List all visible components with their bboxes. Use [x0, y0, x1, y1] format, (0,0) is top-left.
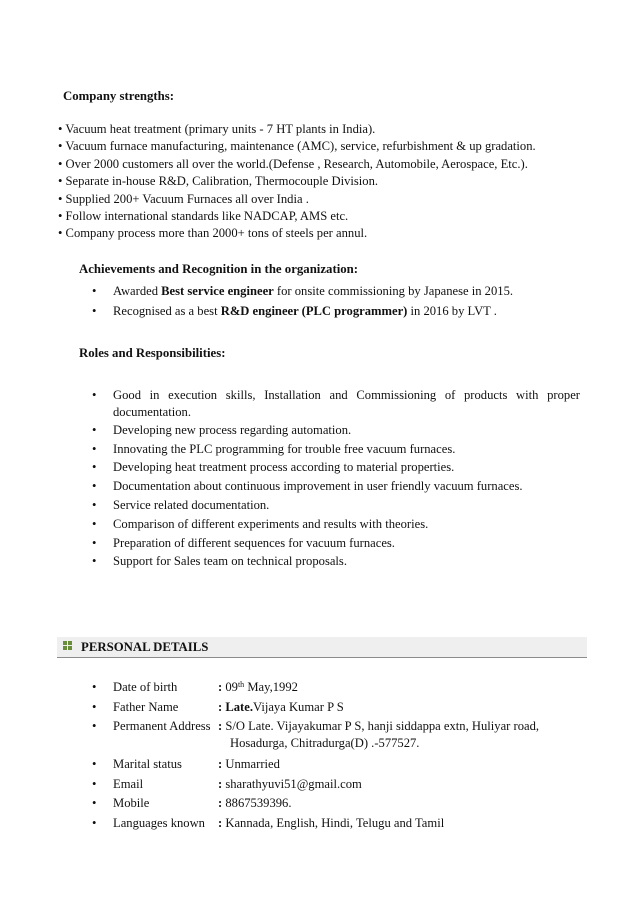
- dob-day: 09: [225, 680, 238, 694]
- roles-heading: Roles and Responsibilities:: [79, 346, 226, 360]
- detail-value: [218, 699, 344, 716]
- dob-suffix: th: [237, 680, 245, 689]
- roles-list: [92, 387, 580, 572]
- list-item: [92, 516, 580, 534]
- achievement-highlight: R&D engineer (PLC programmer): [220, 304, 408, 318]
- role-text: Documentation about continuous improvement in user friendly vacuum furnaces.: [113, 479, 523, 494]
- list-item: [92, 459, 580, 477]
- bullet-icon: •: [92, 284, 97, 298]
- bullet-icon: •: [92, 757, 97, 771]
- detail-value: [218, 776, 362, 793]
- bullet-icon: •: [92, 815, 97, 830]
- list-item: [92, 387, 580, 421]
- email-value: sharathyuvi51@gmail.com: [225, 776, 362, 791]
- dob-rest: May,1992: [244, 680, 298, 694]
- bullet-icon: •: [92, 497, 97, 512]
- list-item: • Separate in-house R&D, Calibration, Thermocouple Division.: [58, 174, 379, 189]
- bullet-icon: •: [92, 479, 97, 494]
- detail-value: [218, 718, 539, 752]
- achievement-highlight: Best service engineer: [161, 284, 274, 298]
- detail-label: Mobile: [113, 796, 150, 810]
- bullet-icon: •: [92, 719, 97, 733]
- achievements-list: [92, 283, 592, 323]
- list-item: [92, 497, 580, 515]
- bullet-icon: •: [92, 460, 97, 475]
- detail-label: Date of birth: [113, 680, 178, 694]
- bullet-icon: •: [92, 796, 97, 810]
- detail-value: [218, 815, 444, 832]
- bullet-icon: •: [92, 388, 97, 402]
- address-line-1: S/O Late. Vijayakumar P S, hanji siddappa extn, Huliyar road,: [225, 719, 540, 733]
- father-prefix: Late.: [225, 699, 253, 714]
- role-text: Developing new process regarding automation.: [113, 422, 352, 437]
- role-text: Good in execution skills, Installation and Commissioning of products with proper documentation.: [113, 388, 580, 419]
- colon: :: [218, 719, 223, 733]
- list-item: [92, 441, 580, 459]
- father-name: Vijaya Kumar P S: [253, 699, 344, 714]
- bullet-icon: •: [92, 304, 97, 318]
- colon: :: [218, 815, 223, 830]
- role-text: Support for Sales team on technical proposals.: [113, 554, 347, 569]
- list-item: [92, 553, 580, 571]
- colon: :: [218, 796, 223, 810]
- list-item: • Vacuum heat treatment (primary units - 7 HT plants in India).: [58, 122, 376, 136]
- achievements-heading: Achievements and Recognition in the organization:: [79, 262, 359, 276]
- detail-value: [218, 679, 298, 696]
- role-text: Preparation of different sequences for vacuum furnaces.: [113, 535, 395, 550]
- list-item: • Company process more than 2000+ tons of steels per annul.: [58, 226, 368, 241]
- detail-label: Languages known: [113, 815, 205, 830]
- detail-label: Father Name: [113, 699, 179, 714]
- detail-label: Permanent Address: [113, 719, 211, 733]
- achievement-text: Awarded: [113, 284, 162, 298]
- detail-label: Marital status: [113, 757, 182, 771]
- role-text: Service related documentation.: [113, 497, 270, 512]
- achievement-text: in 2016 by LVT .: [407, 304, 497, 318]
- detail-value: [218, 795, 291, 812]
- bullet-icon: •: [92, 776, 97, 791]
- achievement-text: for onsite commissioning by Japanese in 2015.: [273, 284, 514, 298]
- list-item: • Vacuum furnace manufacturing, maintenance (AMC), service, refurbishment & up gradation.: [58, 139, 536, 154]
- list-item: • Follow international standards like NADCAP, AMS etc.: [58, 208, 349, 223]
- company-strengths-list: [58, 121, 598, 243]
- detail-value: [218, 756, 280, 773]
- role-text: Developing heat treatment process according to material properties.: [113, 460, 455, 475]
- bullet-icon: •: [92, 535, 97, 550]
- list-item: [92, 303, 592, 323]
- bullet-icon: •: [92, 516, 97, 531]
- detail-row-marital: [92, 756, 592, 776]
- grid-bullet-icon: [63, 641, 73, 651]
- colon: :: [218, 757, 223, 771]
- list-item: [92, 422, 580, 440]
- company-strengths-heading: Company strengths:: [63, 89, 175, 103]
- colon: :: [218, 699, 223, 714]
- address-line-2: Hosadurga, Chitradurga(D) .-577527.: [230, 736, 420, 750]
- detail-row-father: [92, 699, 592, 719]
- mobile-value: 8867539396.: [225, 796, 292, 810]
- role-text: Comparison of different experiments and results with theories.: [113, 516, 429, 531]
- colon: :: [218, 680, 223, 694]
- list-item: • Supplied 200+ Vacuum Furnaces all over India .: [58, 191, 309, 206]
- detail-row-mobile: [92, 795, 592, 815]
- bullet-icon: •: [92, 441, 97, 456]
- bullet-icon: •: [92, 699, 97, 714]
- list-item: • Over 2000 customers all over the world.(Defense , Research, Automobile, Aerospace, Etc.).: [58, 156, 528, 171]
- colon: :: [218, 776, 223, 791]
- personal-details-header: [57, 637, 587, 658]
- achievement-text: Recognised as a best: [113, 304, 221, 318]
- bullet-icon: •: [92, 422, 97, 437]
- list-item: [92, 535, 580, 553]
- list-item: [92, 478, 580, 496]
- detail-row-address: [92, 718, 592, 756]
- languages-value: Kannada, English, Hindi, Telugu and Tamil: [225, 815, 445, 830]
- personal-details-list: [92, 679, 592, 834]
- bullet-icon: •: [92, 554, 97, 569]
- detail-row-languages: [92, 815, 592, 835]
- detail-label: Email: [113, 776, 144, 791]
- detail-row-dob: [92, 679, 592, 699]
- bullet-icon: •: [92, 680, 97, 694]
- list-item: [92, 283, 592, 303]
- detail-row-email: [92, 776, 592, 796]
- role-text: Innovating the PLC programming for trouble free vacuum furnaces.: [113, 441, 456, 456]
- marital-value: Unmarried: [225, 757, 280, 771]
- personal-details-title: PERSONAL DETAILS: [81, 640, 209, 654]
